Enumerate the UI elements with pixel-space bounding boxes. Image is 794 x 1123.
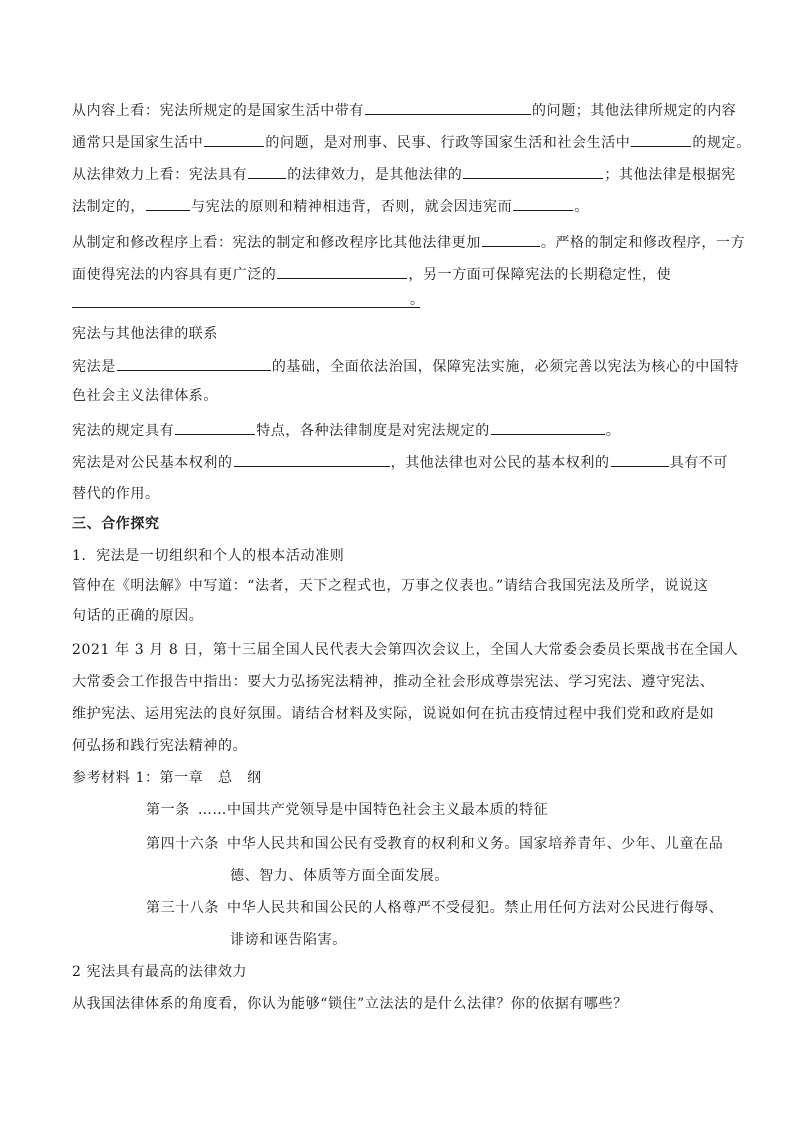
- article-1: [146, 800, 734, 820]
- text: 宪法是对公民基本权利的: [72, 455, 233, 471]
- answer-blank[interactable]: [631, 132, 691, 147]
- text: 从法律效力上看：宪法具有: [72, 167, 248, 183]
- text: ，另一方面可保障宪法的长期稳定性，使: [408, 267, 672, 283]
- text: ，其他法律也对公民的基本权利的: [390, 455, 610, 471]
- answer-blank[interactable]: [277, 264, 407, 279]
- text: 何弘扬和践行宪法精神的。: [72, 738, 248, 754]
- question-2-title: [72, 962, 734, 982]
- text: ；其他法律是根据宪: [604, 167, 736, 183]
- procedure-paragraph-line-2: [72, 264, 734, 285]
- text: 的规定。: [692, 135, 751, 151]
- text: 维护宪法、运用宪法的良好氛围。请结合材料及实际，说说如何在抗击疫情过程中我们党和政府是如: [72, 706, 715, 722]
- text: 的问题；其他法律所规定的内容: [532, 103, 737, 119]
- article-text: 中华人民共和国公民的人格尊严不受侵犯。禁止用任何方法对公民进行侮辱、: [227, 900, 724, 916]
- text: 宪法是: [72, 359, 116, 375]
- text: 。: [605, 423, 621, 439]
- answer-blank[interactable]: [611, 452, 669, 467]
- text: 从内容上看：宪法所规定的是国家生活中带有: [72, 103, 364, 119]
- answer-blank[interactable]: [365, 100, 531, 115]
- answer-blank[interactable]: [491, 420, 605, 435]
- content-paragraph-line-1: [72, 100, 737, 121]
- text: 色社会主义法律体系。: [72, 388, 218, 404]
- answer-blank[interactable]: [175, 420, 255, 435]
- text: 句话的正确的原因。: [72, 608, 204, 624]
- text: 通常只是国家生活中: [72, 135, 204, 151]
- relation-paragraph-line-5: [72, 484, 734, 504]
- relation-paragraph-line-3: [72, 420, 734, 441]
- effect-paragraph-line-1: [72, 164, 734, 185]
- article-46-line-1: [146, 834, 734, 854]
- answer-blank[interactable]: [513, 196, 573, 211]
- text: 从制定和修改程序上看：宪法的制定和修改程序比其他法律更加: [72, 235, 481, 251]
- reference-heading: 参考材料 1：第一章 总 纲: [72, 770, 262, 786]
- answer-blank[interactable]: [204, 132, 264, 147]
- section-heading: 三、合作探究: [72, 516, 160, 532]
- article-number: 第四十六条: [146, 836, 219, 852]
- text: 面使得宪法的内容具有更广泛的: [72, 267, 277, 283]
- text: 管仲在《明法解》中写道：“法者，天下之程式也，万事之仪表也。”请结合我国宪法及所学，说说这: [72, 578, 709, 594]
- article-text: 诽谤和诬告陷害。: [230, 932, 347, 948]
- question-1-title: [72, 546, 734, 566]
- relation-paragraph-line-2: [72, 386, 734, 406]
- answer-blank[interactable]: [117, 356, 271, 371]
- text: 的问题，是对刑事、民事、行政等国家生活和社会生活中: [265, 135, 631, 151]
- content-paragraph-line-2: [72, 132, 751, 153]
- text: 具有不可: [669, 455, 729, 471]
- text: 从我国法律体系的角度看，你认为能够“锁住”立法法的是什么法律？你的依据有哪些？: [72, 996, 628, 1012]
- article-text: 中华人民共和国公民有受教育的权利和义务。国家培养青年、少年、儿童在品: [227, 836, 724, 852]
- answer-blank[interactable]: [73, 290, 409, 304]
- text: 特点，各种法律制度是对宪法规定的: [256, 423, 490, 439]
- text: 2021 年 3 月 8 日，第十三届全国人民代表大会第四次会议上，全国人大常委会委员长栗战书在全国人: [72, 642, 739, 658]
- answer-blank[interactable]: [463, 164, 603, 179]
- question-1-paragraph-2-line-1: [72, 640, 739, 660]
- answer-blank[interactable]: [248, 164, 286, 179]
- text: 替代的作用。: [72, 486, 160, 502]
- answer-line[interactable]: [72, 307, 420, 308]
- text: 大常委会工作报告中指出：要大力弘扬宪法精神，推动全社会形成尊崇宪法、学习宪法、遵守宪法、: [72, 674, 715, 690]
- article-text: ……中国共产党领导是中国特色社会主义最本质的特征: [197, 802, 549, 818]
- text: 的基础，全面依法治国，保障宪法实施，必须完善以宪法为核心的中国特: [271, 359, 740, 375]
- procedure-paragraph-line-1: [72, 232, 746, 253]
- text: 的法律效力，是其他法律的: [287, 167, 463, 183]
- text: 。: [574, 199, 589, 215]
- question-title: 2 宪法具有最高的法律效力: [72, 964, 248, 980]
- question-1-paragraph-2-line-2: [72, 672, 734, 692]
- question-1-paragraph-2-line-3: [72, 704, 734, 724]
- answer-blank[interactable]: [234, 452, 390, 467]
- effect-paragraph-line-2: [72, 196, 734, 217]
- cooperation-heading: [72, 514, 734, 534]
- question-2-text: [72, 994, 734, 1014]
- question-title: 1．宪法是一切组织和个人的根本活动准则: [72, 548, 345, 564]
- article-text: 德、智力、体质等方面全面发展。: [230, 868, 449, 884]
- article-number: 第三十八条: [146, 900, 219, 916]
- answer-blank[interactable]: [146, 196, 190, 211]
- article-38-line-2: [230, 930, 734, 950]
- article-46-line-2: [230, 866, 734, 886]
- answer-blank[interactable]: [482, 232, 540, 247]
- section-heading: 宪法与其他法律的联系: [72, 326, 218, 342]
- text: 法制定的，: [72, 199, 145, 215]
- question-1-paragraph-2-line-4: [72, 736, 734, 756]
- question-1-paragraph-1-line-1: [72, 576, 734, 596]
- relation-paragraph-line-4: [72, 452, 734, 473]
- text: 宪法的规定具有: [72, 423, 175, 439]
- reference-title: [72, 768, 734, 788]
- article-number: 第一条: [146, 802, 190, 818]
- text: 与宪法的原则和精神相违背，否则，就会因违宪而: [191, 199, 513, 215]
- relation-paragraph-line-1: [72, 356, 740, 377]
- text: 。: [410, 292, 425, 308]
- relation-heading: [72, 324, 734, 344]
- question-1-paragraph-1-line-2: [72, 606, 734, 626]
- article-38-line-1: [146, 898, 734, 918]
- text: 。严格的制定和修改程序，一方: [540, 235, 746, 251]
